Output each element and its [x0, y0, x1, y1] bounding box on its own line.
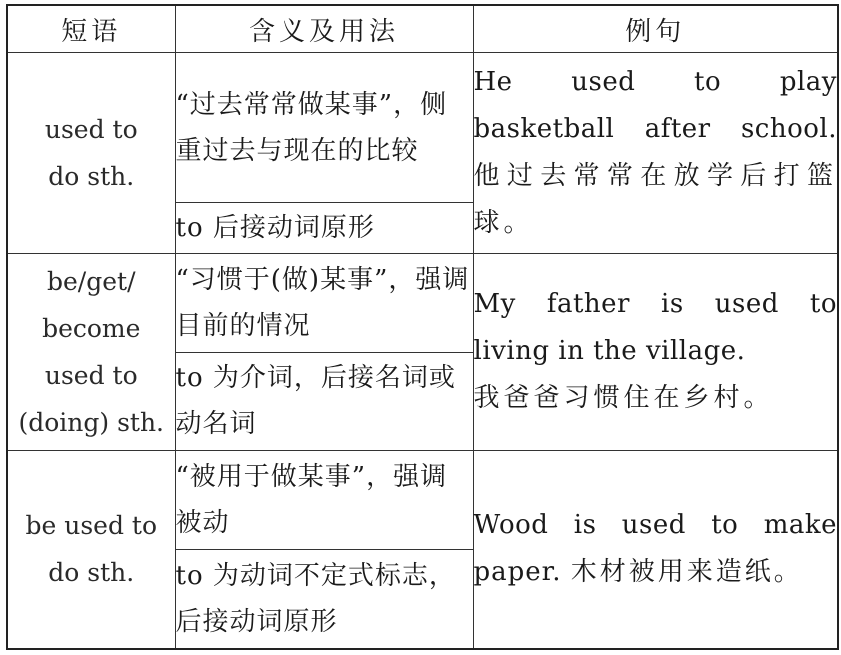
meaning-cell: “习惯于(做)某事”，强调目前的情况 [175, 253, 473, 352]
phrase-cell [7, 53, 175, 254]
example-cn: 我爸爸习惯住在乡村。 [473, 383, 774, 414]
table-row [7, 253, 838, 352]
phrase-line: used to [44, 360, 138, 390]
phrase-line: be/get/ [47, 266, 136, 296]
example-cell [473, 253, 838, 450]
meaning-cell: to 为动词不定式标志，后接动词原形 [175, 550, 473, 649]
phrase-line: be used to [25, 511, 158, 541]
document-page [6, 4, 837, 650]
phrase-line: become [42, 313, 141, 343]
meaning-cell: “被用于做某事”，强调被动 [175, 450, 473, 549]
example-cell [473, 450, 838, 649]
table-row [7, 450, 838, 549]
usage-table [6, 4, 839, 650]
meaning-cell: to 后接动词原形 [175, 203, 473, 253]
meaning-cell: “过去常常做某事”，侧重过去与现在的比较 [175, 53, 473, 203]
example-cn: 他过去常常在放学后打篮球。 [473, 160, 837, 238]
example-en-line: living in the village. [473, 336, 746, 367]
example-en-line: paper. [473, 557, 562, 588]
phrase-line: used to [44, 114, 138, 144]
example-cell [473, 53, 838, 254]
meaning-cell: to 为介词，后接名词或动名词 [175, 352, 473, 450]
header-example: 例句 [473, 5, 838, 53]
phrase-line: do sth. [48, 558, 135, 588]
example-en-line: basketball after school. [473, 113, 837, 144]
phrase-line: (doing) sth. [18, 407, 165, 437]
header-phrase: 短语 [7, 5, 175, 53]
example-en-line: He used to play [473, 66, 837, 97]
example-en-line: Wood is used to make [473, 510, 837, 541]
example-cn: 木材被用来造纸。 [570, 557, 803, 588]
phrase-cell [7, 450, 175, 649]
phrase-cell [7, 253, 175, 450]
example-mixed-line [474, 549, 838, 596]
example-en-line: My father is used to [473, 289, 837, 320]
header-meaning: 含义及用法 [175, 5, 473, 53]
table-header-row [7, 5, 838, 53]
table-row [7, 53, 838, 203]
phrase-line: do sth. [48, 161, 135, 191]
